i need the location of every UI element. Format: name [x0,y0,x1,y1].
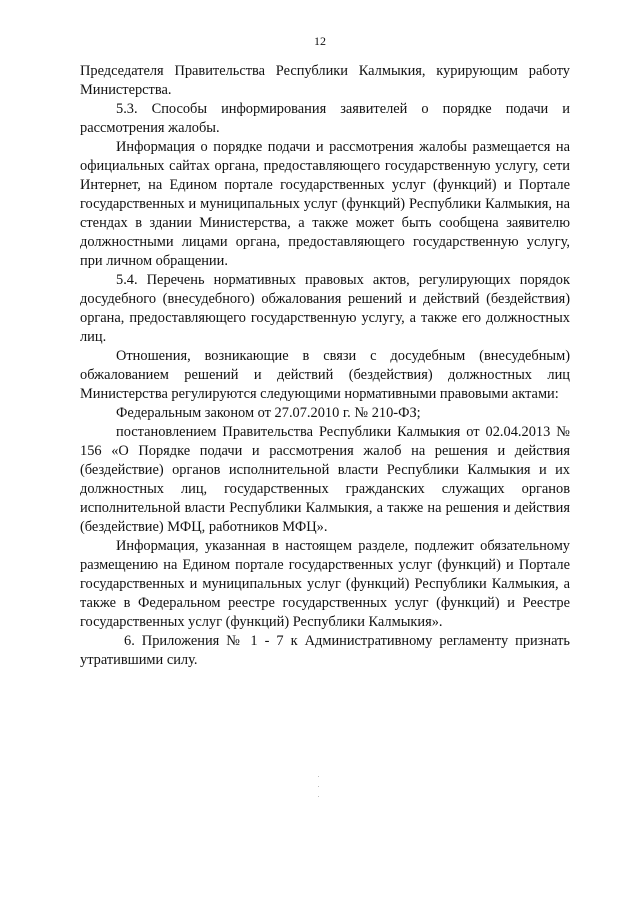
paragraph-publication-requirement: Информация, указанная в настоящем разделе, подлежит обязательному размещению на Едином портале государственных услуг (функций) и Портале государственных и муниципальных услуг (функций) Республики Калмыкия, а также в Федеральном реестре государственных услуг (функций) и Реестре государственных услуг (функций) Республики Калмыкия». [80,538,570,630]
paragraph-appendices-void: 6. Приложения № 1 - 7 к Административному регламенту признать утратившими силу. [80,633,570,668]
paragraph-federal-law: Федеральным законом от 27.07.2010 г. № 210-ФЗ; [116,405,421,421]
scan-speck [318,776,319,777]
scan-speck [318,786,319,787]
paragraph-5-4-heading: 5.4. Перечень нормативных правовых актов, регулирующих порядок досудебного (внесудебного) обжалования решений и действий (бездействия) органа, предоставляющего государственную услугу, а также его должностных лиц. [80,272,570,345]
scan-speck [318,796,319,797]
page-number: 12 [314,34,326,48]
paragraph-complaint-info: Информация о порядке подачи и рассмотрения жалобы размещается на официальных сайтах органа, предоставляющего государственную услугу, сети Интернет, на Едином портале государственных услуг (функций) и Портале государственных и муниципальных услуг (функций) Республики Калмыкия, на стендах в здании Министерства, а также может быть сообщена заявителю должностными лицами органа, предоставляющего государственную услугу, при личном обращении. [80,139,570,269]
paragraph-legal-relations: Отношения, возникающие в связи с досудебным (внесудебным) обжалованием решений и действий (бездействия) должностных лиц Министерства регулируются следующими нормативными правовыми актами: [80,348,570,402]
document-body [80,62,570,670]
paragraph-continuation: Председателя Правительства Республики Калмыкия, курирующим работу Министерства. [80,63,570,98]
paragraph-5-3-heading: 5.3. Способы информирования заявителей о порядке подачи и рассмотрения жалобы. [80,101,570,136]
paragraph-government-resolution: постановлением Правительства Республики Калмыкия от 02.04.2013 № 156 «О Порядке подачи и рассмотрения жалоб на решения и действия (бездействие) органов исполнительной власти Республики Калмыкия и их должностных лиц, государственных гражданских служащих органов исполнительной власти Республики Калмыкия, а также на решения и действия (бездействие) МФЦ, работников МФЦ». [80,424,570,535]
